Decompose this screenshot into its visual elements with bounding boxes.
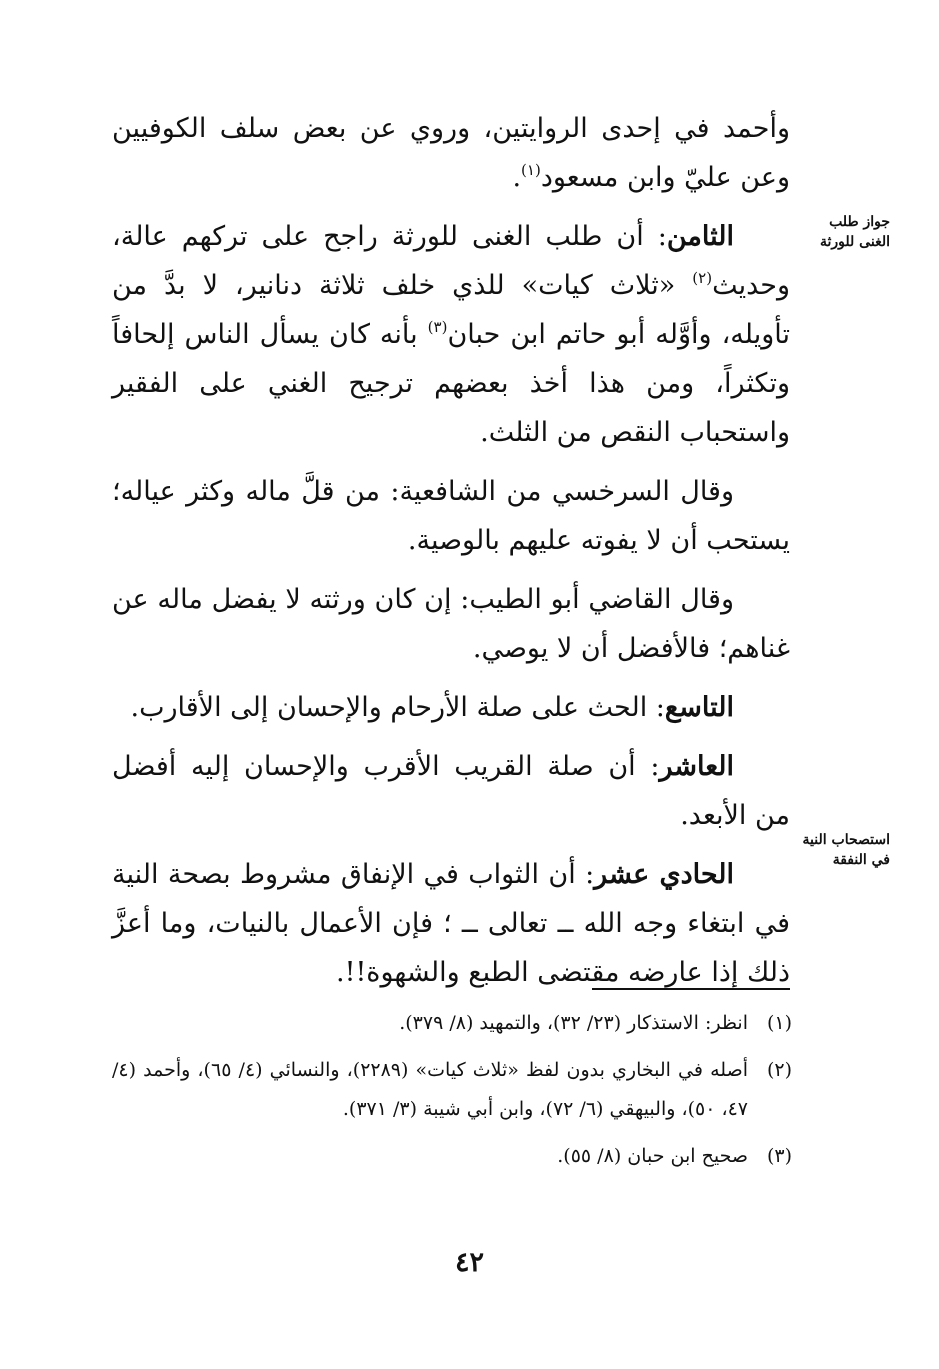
paragraph-1-text: وأحمد في إحدى الروايتين، وروي عن بعض سلف الكوفيين وعن عليّ وابن مسعود xyxy=(112,113,790,193)
main-text xyxy=(112,104,790,997)
paragraph-sarakhsi: وقال السرخسي من الشافعية: من قلَّ ماله وكثر عياله؛ يستحب أن لا يفوته عليهم بالوصية. xyxy=(112,476,790,556)
paragraph-tenth-lead: العاشر xyxy=(659,751,734,782)
footnote-number: (١) xyxy=(766,1012,792,1034)
footnote-number: (٢) xyxy=(766,1059,792,1081)
paragraph-abu-tayyib: وقال القاضي أبو الطيب: إن كان ورثته لا يفضل ماله عن غناهم؛ فالأفضل أن لا يوصي. xyxy=(112,584,790,664)
footnote-text: انظر: الاستذكار (٢٣/ ٣٢)، والتمهيد (٨/ ٣٧٩). xyxy=(399,1012,748,1034)
footnote-text: أصله في البخاري بدون لفظ «ثلاث كيات» (٢٢٨٩)، والنسائي (٤/ ٦٥)، وأحمد (٤/ ٤٧، ٥٠)، والبيهقي (٦/ ٧٢)، وابن أبي شيبة (٣/ ٣٧١). xyxy=(112,1059,748,1120)
paragraph-tenth-text: : أن صلة القريب الأقرب والإحسان إليه أفضل من الأبعد. xyxy=(112,751,790,831)
paragraph-eighth-lead: الثامن xyxy=(666,221,734,252)
footnote-number: (٣) xyxy=(766,1145,792,1167)
footnotes xyxy=(112,1004,792,1184)
paragraph-1-end: . xyxy=(512,162,522,193)
margin-note-wealth-for-heirs: جواز طلب الغنى للورثة xyxy=(820,214,890,250)
paragraph-eighth-text-b: «ثلاث كيات» للذي خلف ثلاثة دنانير، لا بدَّ من تأويله، وأوَّله أبو حاتم ابن حبان xyxy=(112,270,790,350)
footnote-ref-3: (٣) xyxy=(427,318,448,336)
paragraph-eighth-text-c: بأنه كان يسأل الناس إلحافاً وتكثراً، ومن هذا أخذ بعضهم ترجيح الغني على الفقير واستحباب النقص من الثلث. xyxy=(112,319,790,448)
paragraph-ninth-text: : الحث على صلة الأرحام والإحسان إلى الأقارب. xyxy=(130,692,665,723)
footnote-3 xyxy=(112,1137,792,1176)
paragraph-tenth xyxy=(112,742,790,840)
paragraph-eleventh-text: : أن الثواب في الإنفاق مشروط بصحة النية في ابتغاء وجه الله ــ تعالى ــ ؛ فإن الأعمال بالنيات، وما أعزَّ ذلك إذا عارضه مقتضى الطبع والشهوة!!. xyxy=(112,859,790,988)
paragraph-ninth-lead: التاسع xyxy=(664,692,734,723)
paragraph-ninth xyxy=(112,683,790,732)
footnote-text: صحيح ابن حبان (٨/ ٥٥). xyxy=(557,1145,748,1167)
paragraph-eighth xyxy=(112,212,790,457)
footnote-separator xyxy=(592,988,790,990)
footnote-ref-2: (٢) xyxy=(692,269,713,287)
page-number: ٤٢ xyxy=(454,1247,484,1278)
footnote-ref-1: (١) xyxy=(521,161,541,179)
footnote-2 xyxy=(112,1051,792,1129)
paragraph-eleventh-lead: الحادي عشر xyxy=(594,859,734,890)
paragraph-eleventh xyxy=(112,850,790,997)
paragraph-1 xyxy=(112,104,790,202)
margin-note-intention-in-spending: استصحاب النية في النفقة xyxy=(802,832,890,868)
footnote-1 xyxy=(112,1004,792,1043)
paragraph-eighth-text-a: : أن طلب الغنى للورثة راجح على تركهم عالة، وحديث xyxy=(112,221,790,301)
